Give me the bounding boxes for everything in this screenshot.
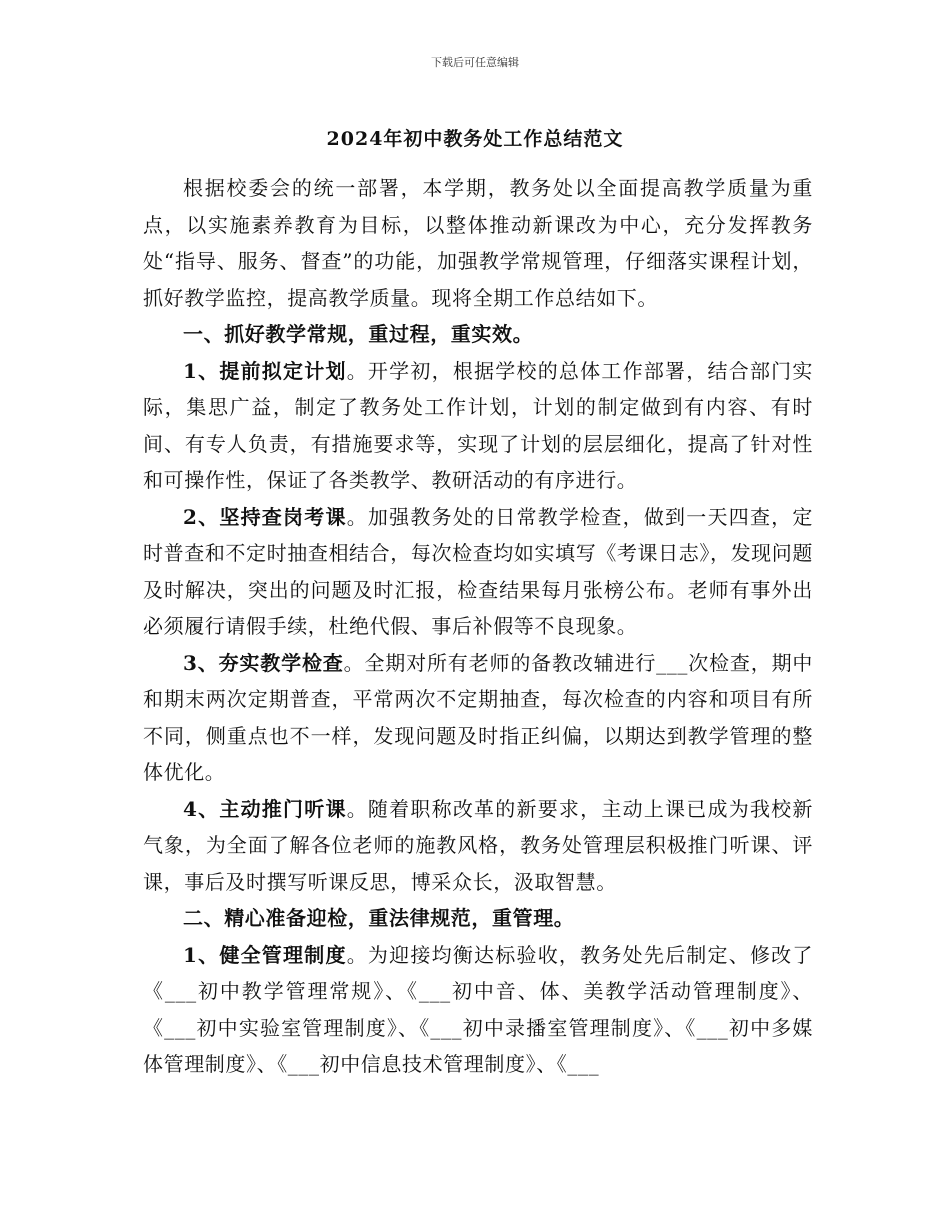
paragraph-1-text: 。开学初，根据学校的总体工作部署，结合部门实际，集思广益，制定了教务处工作计划，计划的制定做到有内容、有时间、有专人负责，有措施要求等，实现了计划的层层细化，提高了针对性和可操作性，保证了各类教学、教研活动的有序进行。 [143, 358, 813, 492]
paragraph-4-text: 。随着职称改革的新要求，主动上课已成为我校新气象，为全面了解各位老师的施教风格，教务处管理层积极推门听课、评课，事后及时撰写听课反思，博采众长，汲取智慧。 [143, 796, 813, 894]
paragraph-5-lead: 1、健全管理制度 [183, 942, 347, 967]
document-title: 2024年初中教务处工作总结范文 [326, 128, 624, 150]
paragraph-1 [143, 353, 813, 499]
paragraph-3 [143, 645, 813, 791]
paragraph-3-lead: 3、夯实教学检查 [183, 650, 344, 675]
header-note: 下载后可任意编辑 [431, 56, 519, 69]
paragraph-5 [143, 937, 813, 1083]
section-heading-1: 一、抓好教学常规，重过程，重实效。 [183, 322, 534, 346]
intro-paragraph: 根据校委会的统一部署，本学期，教务处以全面提高教学质量为重点，以实施素养教育为目标，以整体推动新课改为中心，充分发挥教务处“指导、服务、督查”的功能，加强教学常规管理，仔细落实课程计划，抓好教学监控，提高教学质量。现将全期工作总结如下。 [143, 176, 813, 310]
paragraph-2 [143, 499, 813, 645]
paragraph-2-text: 。加强教务处的日常教学检查，做到一天四查，定时普查和不定时抽查相结合，每次检查均如实填写《考课日志》，发现问题及时解决，突出的问题及时汇报，检查结果每月张榜公布。老师有事外出必须履行请假手续，杜绝代假、事后补假等不良现象。 [143, 504, 813, 638]
paragraph-2-lead: 2、坚持查岗考课 [183, 504, 347, 529]
document-body [143, 170, 813, 1083]
paragraph-3-text: 。全期对所有老师的备教改辅进行___次检查，期中和期末两次定期普查，平常两次不定期抽查，每次检查的内容和项目有所不同，侧重点也不一样，发现问题及时指正纠偏，以期达到教学管理的整体优化。 [143, 650, 814, 784]
paragraph-1-lead: 1、提前拟定计划 [183, 358, 347, 383]
paragraph-4-lead: 4、主动推门听课 [183, 796, 347, 821]
paragraph-5-text: 。为迎接均衡达标验收，教务处先后制定、修改了《___初中教学管理常规》、《___初中音、体、美教学活动管理制度》、《___初中实验室管理制度》、《___初中录播室管理制度》、《___初中多媒体管理制度》、《___初中信息技术管理制度》、《___ [143, 942, 813, 1076]
paragraph-4 [143, 791, 813, 901]
section-heading-2: 二、精心准备迎检，重法律规范，重管理。 [183, 906, 575, 930]
